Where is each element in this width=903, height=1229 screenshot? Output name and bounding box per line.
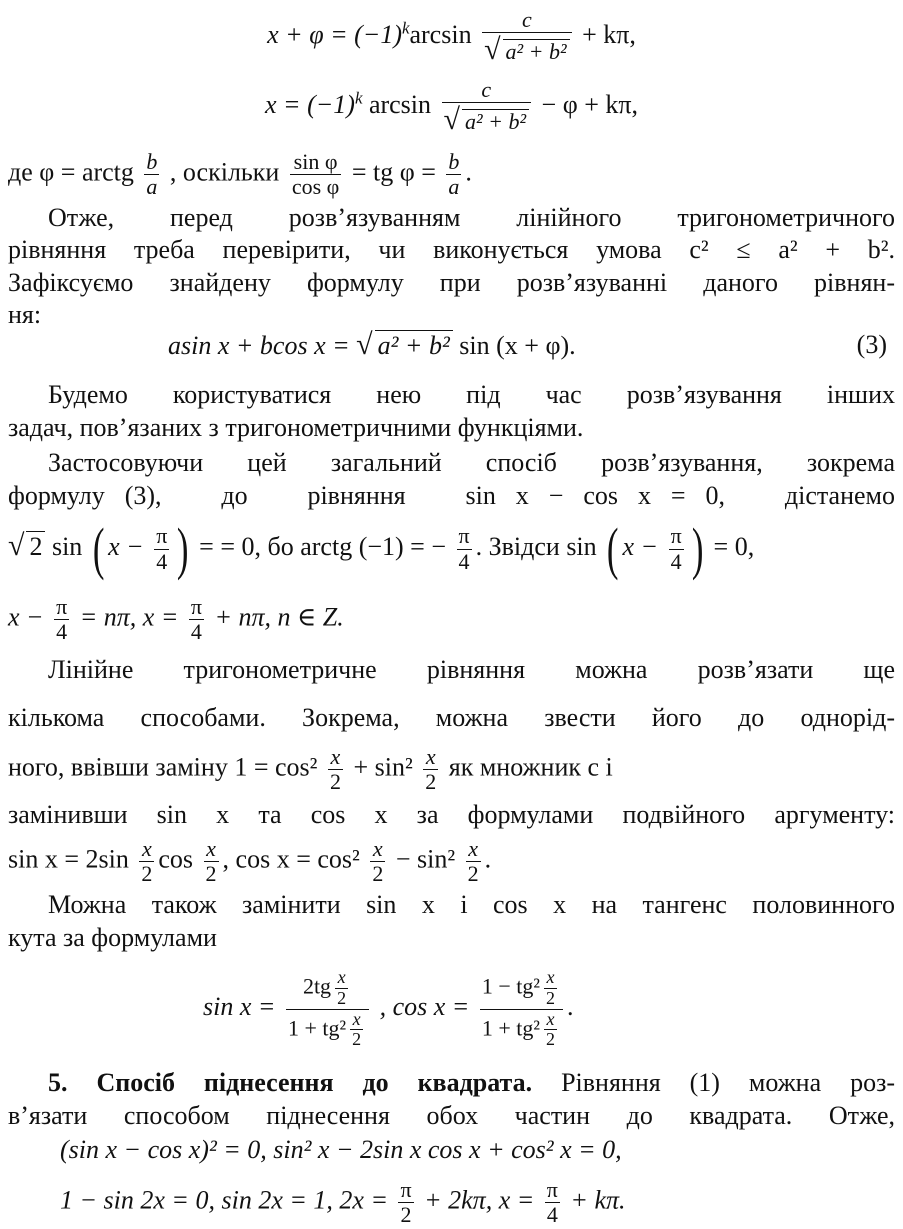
text-line: Зафіксуємо знайдену формулу при розв’язуванні даного рівнян- bbox=[8, 268, 895, 297]
formula-line-13: ного, ввівши заміну 1 = cos² $\frac{x}{2}$ + sin² $\frac{x}{2}$ як множник c і bbox=[8, 744, 613, 795]
text-line: Застосовуючи цей загальний спосіб розв’язування, зокрема bbox=[48, 448, 895, 477]
formula-line-22: 1 − sin 2x = 0, sin 2x = 1, 2x = $\frac{\pi}{2}$ + 2kπ, x = $\frac{\pi}{4}$ + kπ. bbox=[60, 1177, 626, 1228]
text-line: в’язати способом піднесення обох частин до квадрата. Отже, bbox=[8, 1101, 895, 1130]
text-line: Отже, перед розв’язуванням лінійного тригонометричного bbox=[48, 203, 895, 232]
text-line: задач, пов’язаних з тригонометричними функціями. bbox=[8, 413, 584, 442]
formula-line-15: sin x = 2sin $\frac{x}{2}$ cos $\frac{x}{2}$ , cos x = cos² $\frac{x}{2}$ − sin² $\frac{x}{2}$ . bbox=[8, 836, 492, 887]
text-line: кількома способами. Зокрема, можна звести його до однорід- bbox=[8, 703, 895, 732]
text-line: Лінійне тригонометричне рівняння можна розв’язати ще bbox=[48, 655, 895, 684]
text-line: Будемо користуватися нею під час розв’язування інших bbox=[48, 380, 895, 409]
text-line: 5. Спосіб піднесення до квадрата. Рівняння (1) можна роз- bbox=[48, 1068, 896, 1097]
text-line: замінивши sin x та cos x за формулами подвійного аргументу: bbox=[8, 800, 895, 829]
formula-line-1: $x + \varphi = (-1)^k\arcsin$ $\frac{c}{\text{√ a² + b²}}$ + kπ, bbox=[267, 7, 636, 67]
formula-line-3: де φ = arctg $\frac{b}{a}$ , оскільки $\frac{\text{sin φ}}{\text{cos φ}}$ = tg φ = $\frac{b}{a}$ . bbox=[8, 149, 472, 200]
section-heading: 5. Спосіб піднесення до квадрата. bbox=[48, 1068, 533, 1097]
formula-line-9: √ 2 sin ( x − $\frac{\pi}{4}$ ) = = 0, бо arctg (−1) = − $\frac{\pi}{4}$ . Звідси sin ( x − $\frac{\pi}{4}$ ) = 0, bbox=[8, 516, 755, 581]
formula-line-18: sin x = 2tg $\frac{x}{2}$ 1 + tg² $\frac{x}{2}$ , cos x = 1 − tg² $\frac{x}{2}$ 1 + tg² $\frac{x}{2}$ . bbox=[203, 967, 574, 1050]
text-line: Можна також замінити sin x і cos x на тангенс половинного bbox=[48, 890, 895, 919]
formula-line-21: (sin x − cos x)² = 0, sin² x − 2sin x cos x + cos² x = 0, bbox=[60, 1135, 622, 1164]
text-line: формулу (3), до рівняння sin x − cos x = 0, дістанемо bbox=[8, 481, 895, 510]
text-line: кута за формулами bbox=[8, 923, 217, 952]
fraction-c-over-sqrt: $\frac{c}{\text{√ a² + b²}}$ bbox=[482, 8, 572, 66]
fraction-c-over-sqrt: $\frac{c}{\text{√ a² + b²}}$ bbox=[442, 78, 532, 136]
equation-number: (3) bbox=[856, 330, 887, 359]
text-line: рівняння треба перевірити, чи виконується умова c² ≤ a² + b². bbox=[8, 235, 895, 264]
formula-line-2: $x = (-1)^k$ arcsin $\frac{c}{\text{√ a² + b²}}$ − φ + kπ, bbox=[264, 77, 639, 137]
formula-line-10: x − $\frac{\pi}{4}$ = nπ, x = $\frac{\pi}{4}$ + nπ, n ∈ Z. bbox=[8, 594, 344, 645]
text-line: ня: bbox=[8, 300, 42, 329]
equation-3: asin x + bcos x = √ a² + b² sin (x + φ). (3) bbox=[168, 328, 887, 361]
